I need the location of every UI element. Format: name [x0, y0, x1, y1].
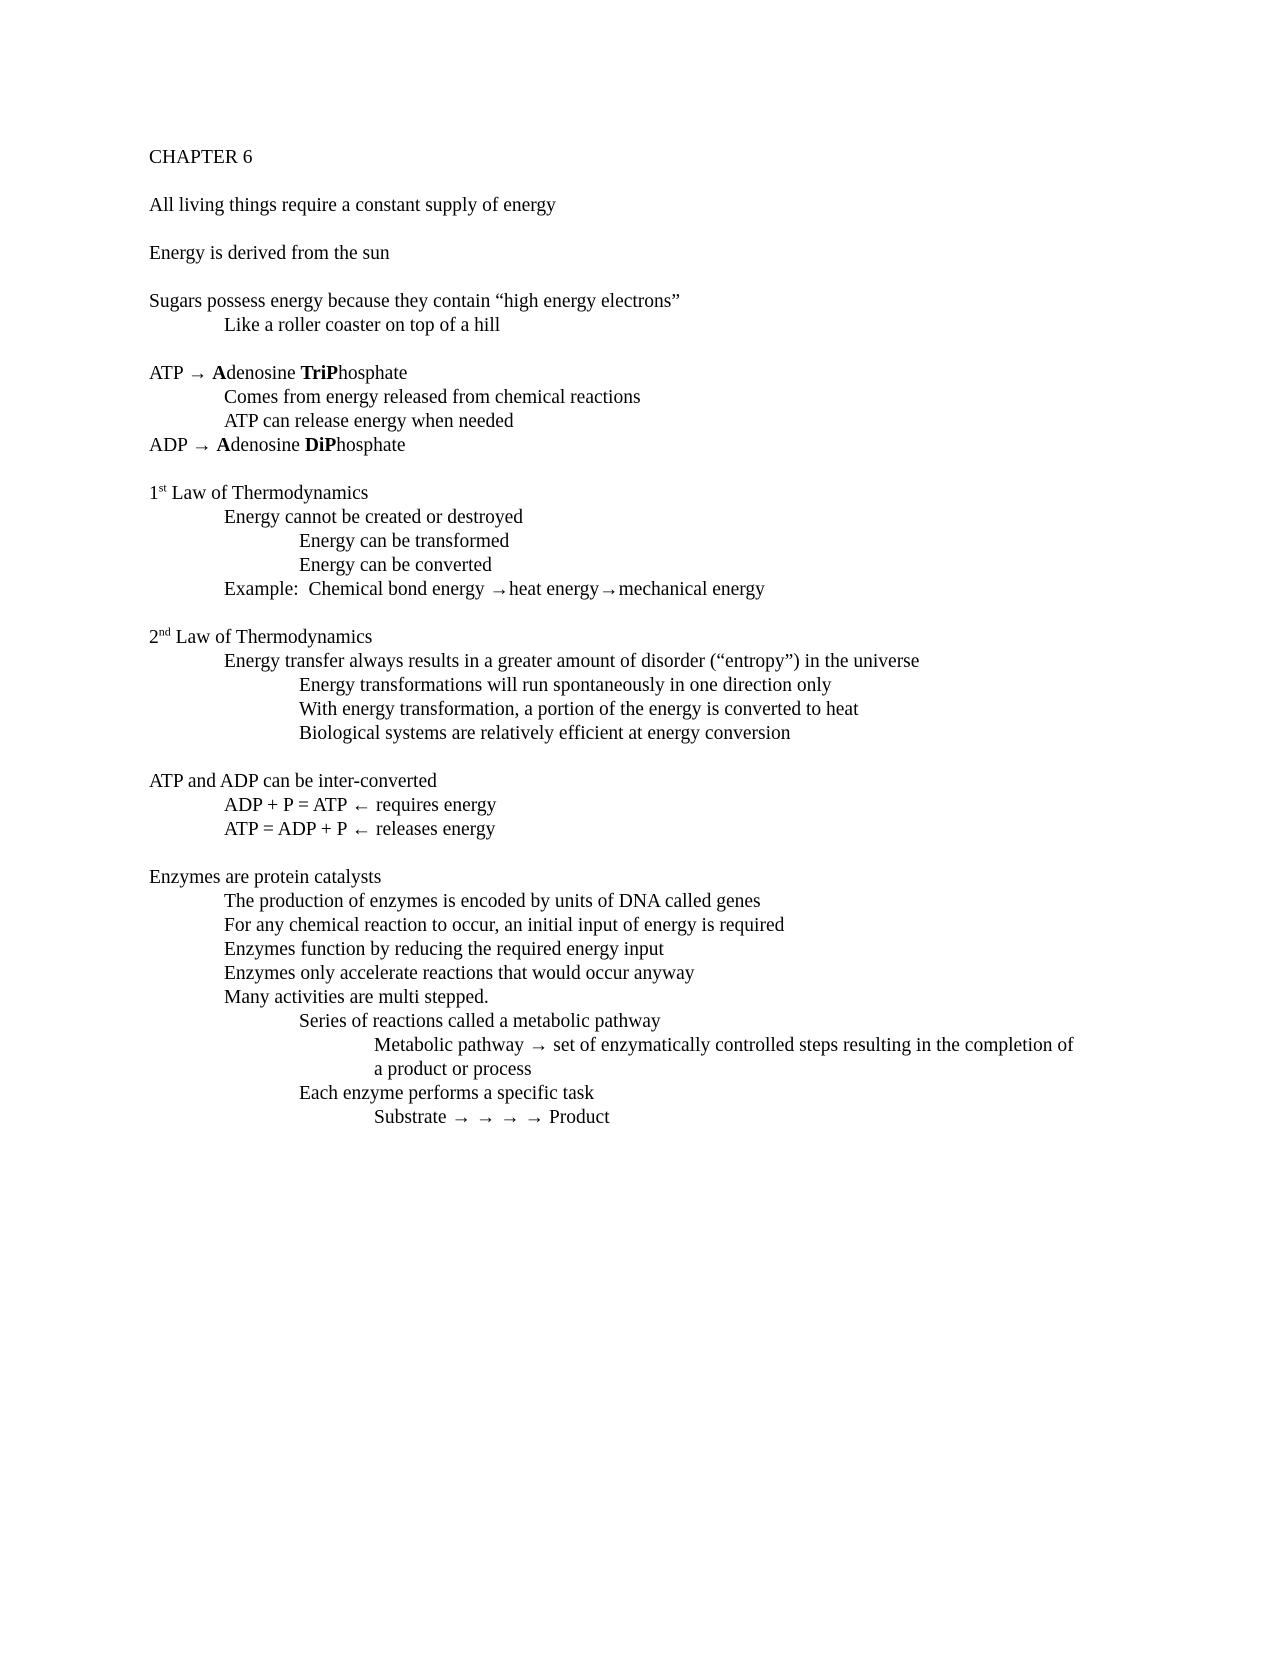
atp-name-tri: Tri — [300, 363, 327, 384]
atp-definition — [149, 362, 1149, 386]
enzymes-line-3: Enzymes function by reducing the required energy input — [224, 939, 664, 960]
sugars-line: Sugars possess energy because they contain “high energy electrons” — [149, 291, 681, 312]
adp-name-a: A — [216, 435, 231, 456]
enzymes-heading: Enzymes are protein catalysts — [149, 867, 382, 888]
law2-title: Law of Thermodynamics — [170, 627, 373, 648]
adp-name-2: denosine — [230, 435, 305, 456]
enzymes-line-9: Each enzyme performs a specific task — [299, 1083, 595, 1104]
paragraph-energy-source: Energy is derived from the sun — [149, 243, 390, 264]
atp-name-a: A — [212, 363, 227, 384]
adp-name-5: hosphate — [336, 435, 406, 456]
enzymes-line-8: a product or process — [374, 1059, 532, 1080]
enzymes-line-4: Enzymes only accelerate reactions that would occur anyway — [224, 963, 695, 984]
law2-line-4: Biological systems are relatively efficient at energy conversion — [299, 723, 791, 744]
atp-subline-2: ATP can release energy when needed — [224, 411, 514, 432]
law1-line-2: Energy can be transformed — [299, 531, 510, 552]
adp-name-p: P — [324, 435, 337, 456]
law2-number: 2 — [149, 627, 159, 648]
law1-line-3: Energy can be converted — [299, 555, 492, 576]
paragraph-energy-supply: All living things require a constant supply of energy — [149, 195, 556, 216]
sugars-subline: Like a roller coaster on top of a hill — [224, 315, 501, 336]
law2-line-3: With energy transformation, a portion of the energy is converted to heat — [299, 699, 859, 720]
atp-name-5: hosphate — [338, 363, 408, 384]
enzymes-line-7: Metabolic pathway → set of enzymatically controlled steps resulting in the completion of — [374, 1035, 1074, 1056]
atp-lead: ATP → — [149, 363, 213, 384]
law1-ordinal: st — [158, 480, 167, 495]
law2-line-2: Energy transformations will run spontaneously in one direction only — [299, 675, 832, 696]
adp-name-di: Di — [304, 435, 325, 456]
law2-line-1: Energy transfer always results in a greater amount of disorder (“entropy”) in the universe — [224, 651, 920, 672]
adp-lead: ADP → — [149, 435, 217, 456]
interconvert-line-1: ADP + P = ATP ← requires energy — [224, 795, 497, 816]
law2-ordinal: nd — [158, 624, 171, 639]
law1-heading — [149, 482, 1149, 506]
enzymes-line-2: For any chemical reaction to occur, an initial input of energy is required — [224, 915, 785, 936]
atp-subline-1: Comes from energy released from chemical reactions — [224, 387, 641, 408]
law1-title: Law of Thermodynamics — [166, 483, 369, 504]
law1-number: 1 — [149, 483, 159, 504]
enzymes-line-10: Substrate → → → → Product — [374, 1107, 610, 1128]
law2-heading — [149, 626, 1149, 650]
chapter-heading: CHAPTER 6 — [149, 147, 253, 168]
enzymes-line-1: The production of enzymes is encoded by units of DNA called genes — [224, 891, 761, 912]
law1-example: Example: Chemical bond energy →heat energy→mechanical energy — [224, 579, 765, 600]
atp-name-2: denosine — [226, 363, 301, 384]
interconvert-heading: ATP and ADP can be inter-converted — [149, 771, 437, 792]
law1-line-1: Energy cannot be created or destroyed — [224, 507, 524, 528]
atp-name-p: P — [326, 363, 339, 384]
adp-definition — [149, 434, 1149, 458]
enzymes-line-5: Many activities are multi stepped. — [224, 987, 489, 1008]
enzymes-line-6: Series of reactions called a metabolic pathway — [299, 1011, 661, 1032]
document-body — [149, 146, 1149, 1130]
interconvert-line-2: ATP = ADP + P ← releases energy — [224, 819, 496, 840]
